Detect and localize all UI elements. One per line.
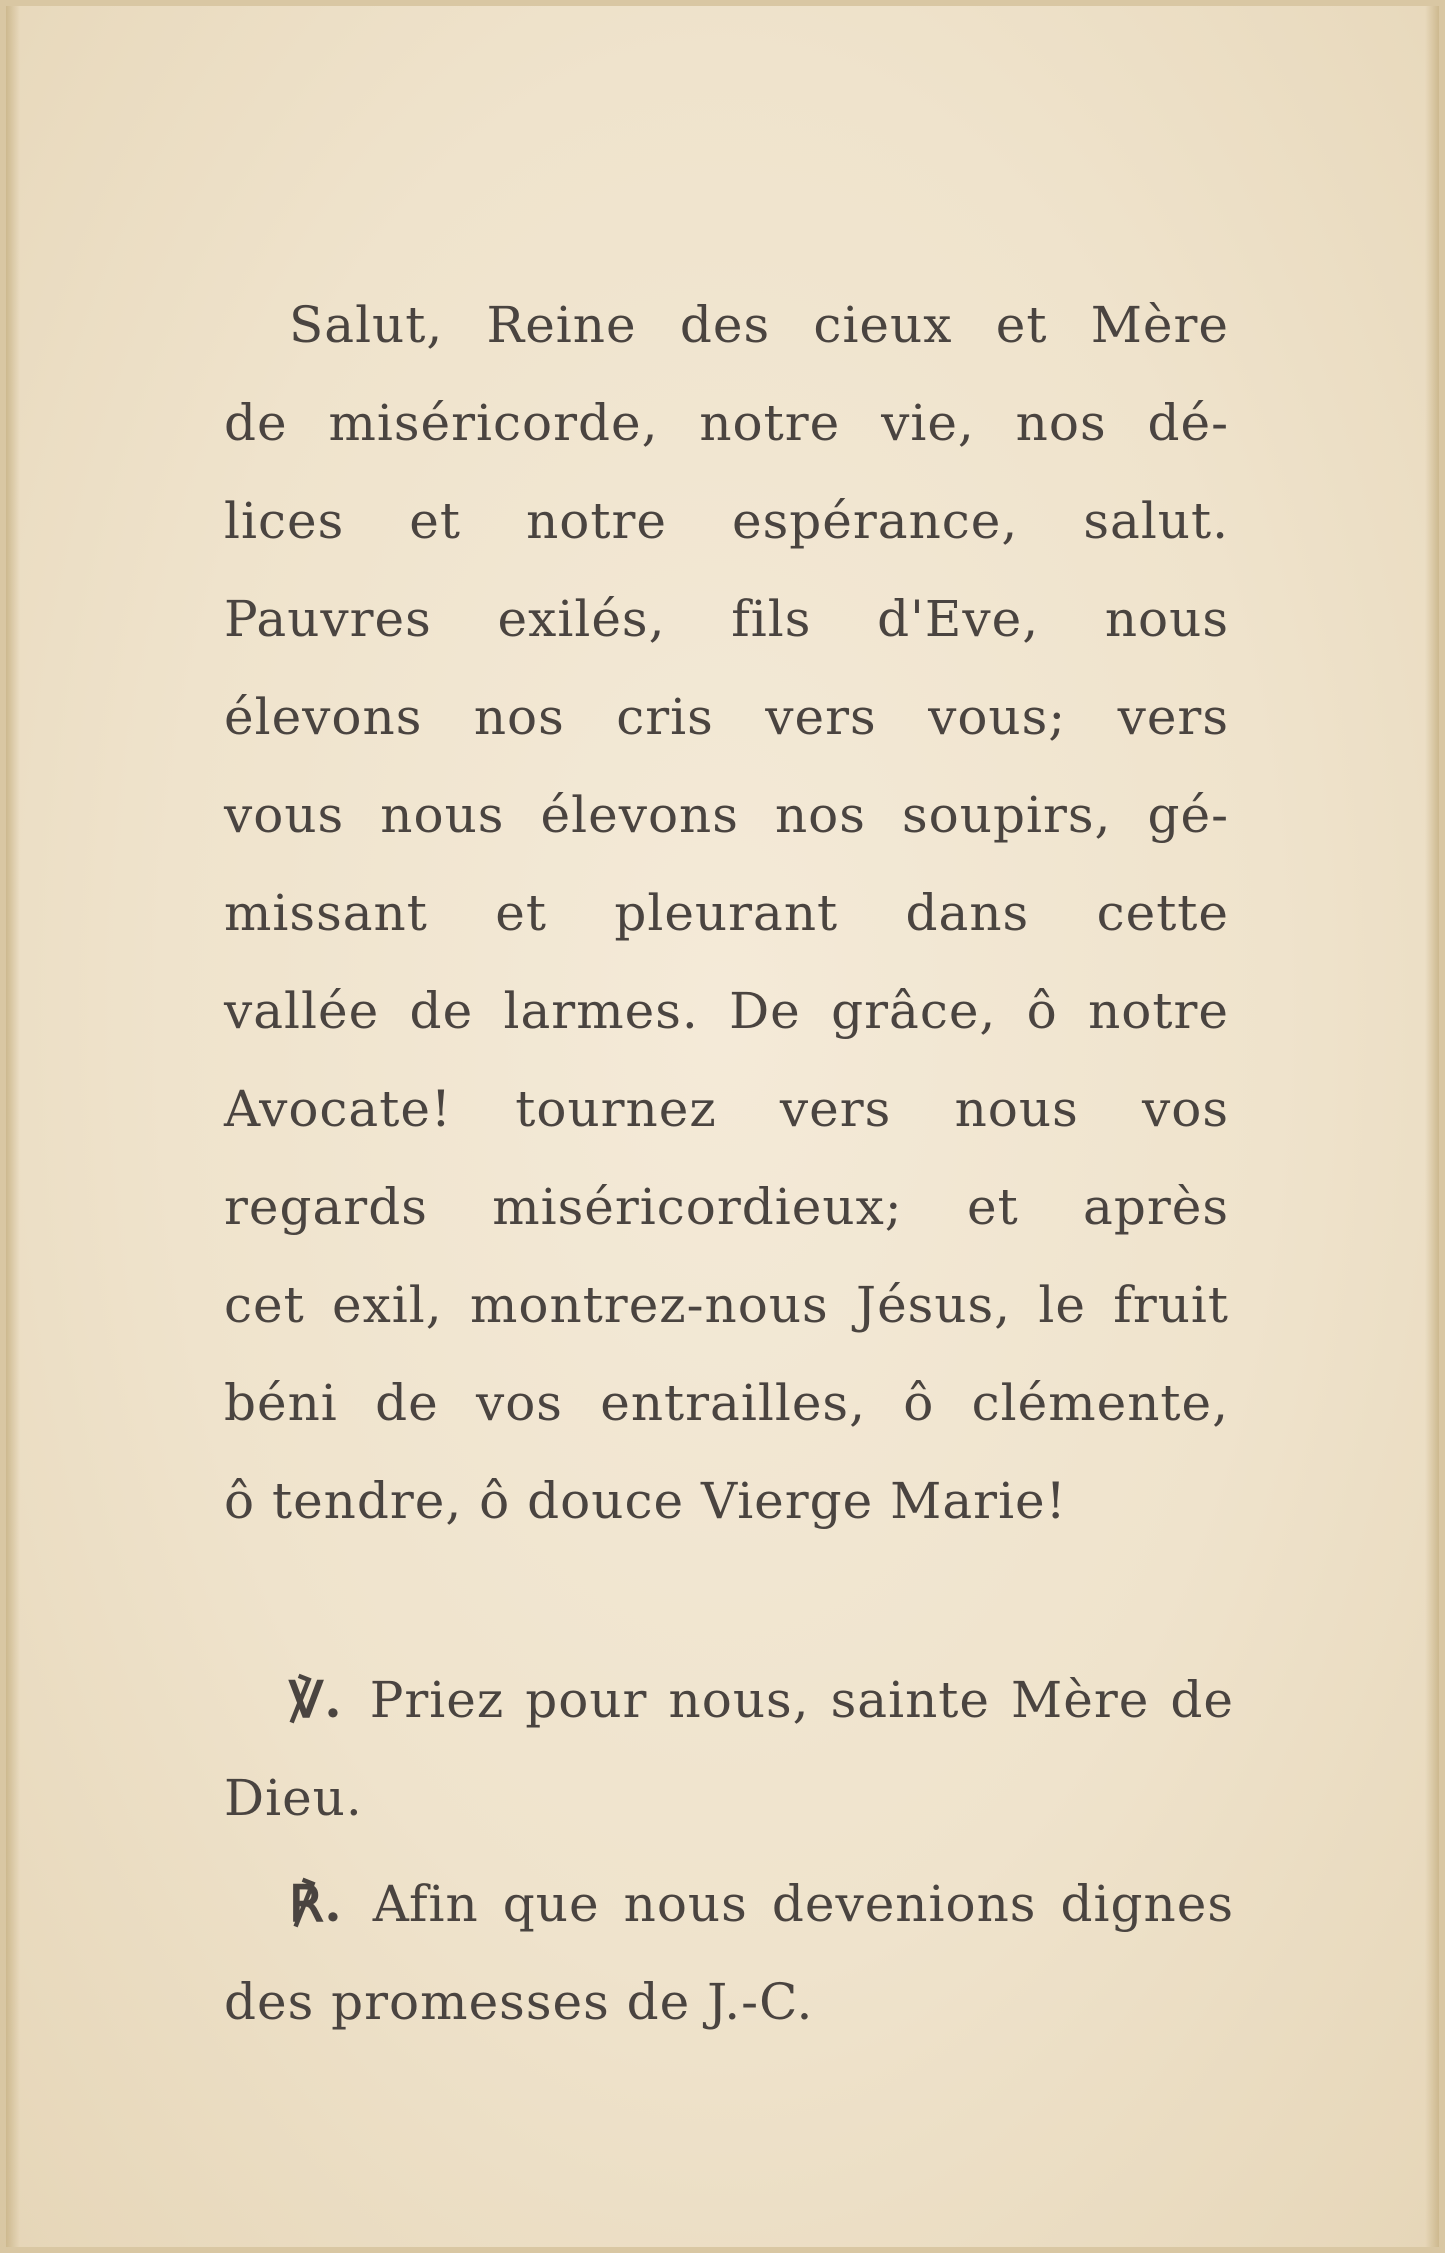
prayer-line: ô tendre, ô douce Vierge Marie! xyxy=(224,1472,1067,1530)
response-symbol: ℟. xyxy=(289,1874,343,1933)
card-edge-right xyxy=(1425,6,1439,2247)
response-text: Afin que nous devenions dignes xyxy=(372,1875,1234,1933)
prayer-line: vallée de larmes. De grâce, ô notre xyxy=(224,982,1229,1040)
card-edge-left xyxy=(6,6,20,2247)
prayer-line: Salut, Reine des cieux et Mère xyxy=(289,296,1229,354)
prayer-line: lices et notre espérance, salut. xyxy=(224,492,1229,550)
versicle-line xyxy=(224,1651,1234,1749)
prayer-line: Pauvres exilés, fils d'Eve, nous xyxy=(224,590,1229,648)
salve-regina-text xyxy=(224,276,1229,1550)
prayer-line: Avocate! tournez vers nous vos xyxy=(224,1080,1229,1138)
prayer-line: missant et pleurant dans cette xyxy=(224,884,1229,942)
response-line xyxy=(224,1855,1234,1953)
response-continuation: des promesses de J.-C. xyxy=(224,1973,814,2031)
versicle-symbol: ℣. xyxy=(289,1670,343,1729)
versicle-continuation: Dieu. xyxy=(224,1769,363,1827)
prayer-line: élevons nos cris vers vous; vers xyxy=(224,688,1229,746)
prayer-line: de miséricorde, notre vie, nos dé- xyxy=(224,394,1229,452)
prayer-line: béni de vos entrailles, ô clémente, xyxy=(224,1374,1229,1432)
versicle-text: Priez pour nous, sainte Mère de xyxy=(369,1671,1234,1729)
prayer-line: cet exil, montrez-nous Jésus, le fruit xyxy=(224,1276,1229,1334)
prayer-line: regards miséricordieux; et après xyxy=(224,1178,1229,1236)
versicle-response-block xyxy=(224,1651,1234,2051)
prayer-line: vous nous élevons nos soupirs, gé- xyxy=(224,786,1229,844)
